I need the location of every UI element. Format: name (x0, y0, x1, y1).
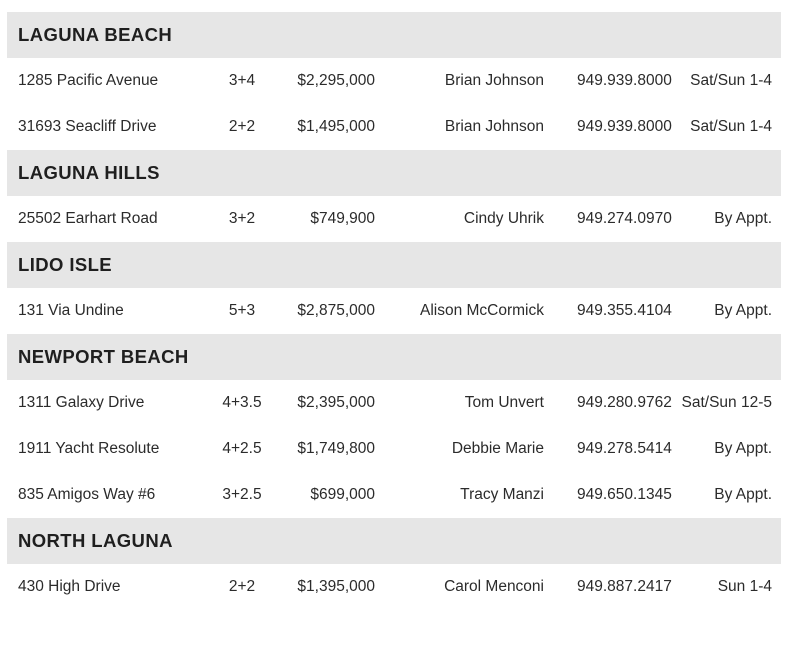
beds-baths: 4+3.5 (222, 394, 262, 411)
open-house-time: Sat/Sun 1-4 (690, 72, 772, 89)
agent-name: Brian Johnson (444, 118, 544, 135)
listing-row (7, 288, 781, 334)
phone-number: 949.274.0970 (577, 210, 672, 227)
phone-number: 949.939.8000 (577, 72, 672, 89)
price: $1,749,800 (297, 440, 375, 457)
price: $2,875,000 (297, 302, 375, 319)
address: 1285 Pacific Avenue (18, 72, 159, 89)
phone-number: 949.355.4104 (577, 302, 672, 319)
beds-baths: 2+2 (228, 118, 256, 135)
section-header: LIDO ISLE (7, 242, 781, 288)
price: $749,900 (310, 210, 375, 227)
address: 25502 Earhart Road (18, 210, 158, 227)
section-header: NEWPORT BEACH (7, 334, 781, 380)
agent-name: Cindy Uhrik (463, 210, 544, 227)
beds-baths: 4+2.5 (222, 440, 262, 457)
beds-baths: 5+3 (228, 302, 256, 319)
open-house-time: Sat/Sun 1-4 (690, 118, 772, 135)
address: 835 Amigos Way #6 (18, 486, 156, 503)
section-header: LAGUNA BEACH (7, 12, 781, 58)
open-house-time: By Appt. (714, 486, 772, 503)
open-house-time: By Appt. (714, 302, 772, 319)
price: $1,395,000 (297, 578, 375, 595)
beds-baths: 3+2.5 (222, 486, 262, 503)
address: 430 High Drive (18, 578, 121, 595)
price: $1,495,000 (297, 118, 375, 135)
address: 1311 Galaxy Drive (18, 394, 145, 411)
beds-baths: 3+4 (228, 72, 256, 89)
address: 1911 Yacht Resolute (18, 440, 160, 457)
open-house-time: By Appt. (714, 440, 772, 457)
phone-number: 949.939.8000 (577, 118, 672, 135)
beds-baths: 3+2 (228, 210, 256, 227)
listing-row (7, 380, 781, 426)
open-house-listing (7, 12, 781, 610)
agent-name: Brian Johnson (444, 72, 544, 89)
beds-baths: 2+2 (228, 578, 256, 595)
section-lido-isle (7, 242, 781, 334)
address: 131 Via Undine (18, 302, 124, 319)
open-house-time: By Appt. (714, 210, 772, 227)
listing-row (7, 58, 781, 104)
agent-name: Debbie Marie (451, 440, 544, 457)
address: 31693 Seacliff Drive (18, 118, 157, 135)
open-house-time: Sun 1-4 (717, 578, 772, 595)
phone-number: 949.280.9762 (577, 394, 672, 411)
phone-number: 949.887.2417 (577, 578, 672, 595)
agent-name: Tom Unvert (464, 394, 544, 411)
listing-row (7, 426, 781, 472)
listing-row (7, 564, 781, 610)
section-newport-beach (7, 334, 781, 518)
section-header: LAGUNA HILLS (7, 150, 781, 196)
phone-number: 949.650.1345 (577, 486, 672, 503)
open-house-time: Sat/Sun 12-5 (681, 394, 772, 411)
listing-row (7, 104, 781, 150)
agent-name: Carol Menconi (444, 578, 544, 595)
phone-number: 949.278.5414 (577, 440, 672, 457)
price: $2,295,000 (297, 72, 375, 89)
price: $2,395,000 (297, 394, 375, 411)
section-north-laguna (7, 518, 781, 610)
price: $699,000 (310, 486, 375, 503)
agent-name: Tracy Manzi (460, 486, 544, 503)
listing-row (7, 196, 781, 242)
section-header: NORTH LAGUNA (7, 518, 781, 564)
listing-row (7, 472, 781, 518)
section-laguna-hills (7, 150, 781, 242)
agent-name: Alison McCormick (419, 302, 544, 319)
section-laguna-beach (7, 12, 781, 150)
